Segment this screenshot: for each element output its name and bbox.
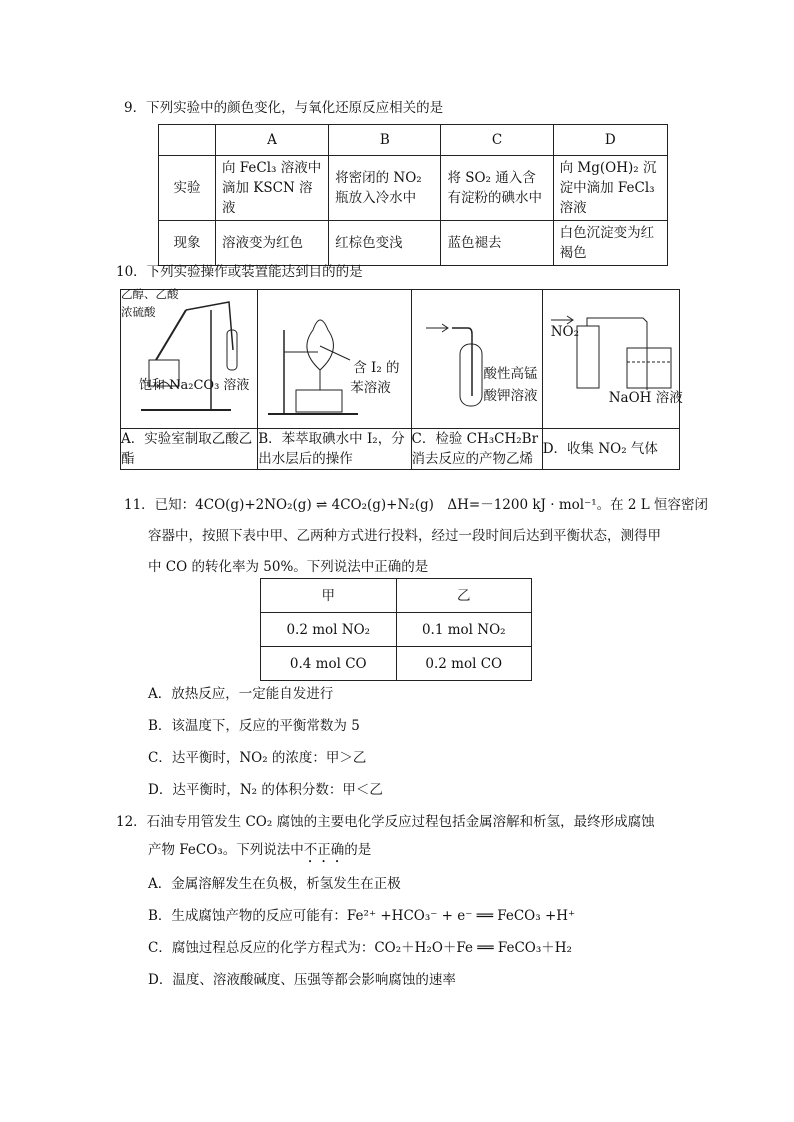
q9-col-b: B [329, 125, 441, 156]
q11-stem-1: 11．已知：4CO(g)+2NO₂(g) ⇌ 4CO₂(g)+N₂(g) ΔH=－1200 kJ · mol⁻¹。在 2 L 恒容密闭 [124, 497, 709, 513]
q11-option-d: D．达平衡时，N₂ 的体积分数：甲＜乙 [148, 782, 383, 798]
apparatus-b-drawing [258, 290, 410, 422]
caption-d: D．收集 NO₂ 气体 [542, 429, 679, 470]
q10-table [120, 287, 683, 470]
q12-stem-2-post: 的是 [344, 842, 372, 858]
q9-cell: 红棕色变浅 [329, 221, 441, 266]
label-no2: NO₂ [550, 324, 580, 340]
q9-cell: 向 FeCl₃ 溶液中滴加 KSCN 溶液 [215, 156, 328, 221]
q9-row-label: 现象 [159, 221, 216, 266]
label-conc-sulfuric: 浓硫酸 [121, 305, 156, 319]
q12-option-b: B．生成腐蚀产物的反应可能有：Fe²⁺ +HCO₃⁻ + e⁻ ══ FeCO₃ +H⁺ [148, 908, 576, 924]
q11-table [260, 578, 532, 681]
q11-cell: 0.2 mol CO [396, 647, 532, 681]
table-row [121, 429, 680, 470]
q10-stem: 10．下列实验操作或装置能达到目的的是 [116, 264, 363, 280]
q12-option-c: C．腐蚀过程总反应的化学方程式为：CO₂＋H₂O＋Fe ══ FeCO₃＋H₂ [148, 940, 572, 956]
q12-option-a: A．金属溶解发生在负极，析氢发生在正极 [148, 876, 401, 892]
q9-cell: 将 SO₂ 通入含有淀粉的碘水中 [441, 156, 553, 221]
q12-option-d: D．温度、溶液酸碱度、压强等都会影响腐蚀的速率 [148, 972, 456, 988]
caption-b: B．苯萃取碘水中 I₂，分出水层后的操作 [258, 429, 411, 470]
table-row [159, 156, 668, 221]
q9-col-c: C [441, 125, 553, 156]
q11-stem-2: 容器中，按照下表中甲、乙两种方式进行投料，经过一段时间后达到平衡状态，测得甲 [148, 528, 661, 544]
q11-head-jia: 甲 [261, 579, 397, 613]
q11-cell: 0.1 mol NO₂ [396, 613, 532, 647]
q9-cell: 蓝色褪去 [441, 221, 553, 266]
q12-stem-2-pre: 产物 FeCO₃。下列说法中 [148, 842, 304, 858]
label-i2-solution: 含 I₂ 的 [353, 360, 400, 376]
label-naoh: NaOH 溶液 [608, 390, 683, 406]
q9-stem: 9．下列实验中的颜色变化，与氧化还原反应相关的是 [124, 100, 444, 116]
q12-stem-2 [148, 838, 371, 866]
table-row [261, 647, 532, 681]
q9-col-d: D [553, 125, 667, 156]
q9-row-label: 实验 [159, 156, 216, 221]
label-benzene: 苯溶液 [350, 380, 391, 396]
q11-option-a: A．放热反应，一定能自发进行 [148, 686, 334, 702]
q11-cell: 0.2 mol NO₂ [261, 613, 397, 647]
label-kmno4: 酸性高锰 [483, 366, 538, 382]
label-na2co3: 饱和 Na₂CO₃ 溶液 [139, 378, 250, 393]
apparatus-c [411, 290, 542, 429]
q9-cell: 向 Mg(OH)₂ 沉淀中滴加 FeCl₃ 溶液 [553, 156, 667, 221]
table-row [159, 125, 668, 156]
apparatus-a [121, 287, 258, 429]
table-row [121, 290, 680, 429]
apparatus-b [258, 290, 411, 429]
q9-col-a: A [215, 125, 328, 156]
q11-option-c: C．达平衡时，NO₂ 的浓度：甲＞乙 [148, 750, 367, 766]
table-row [159, 221, 668, 266]
table-row [261, 579, 532, 613]
q12-emphasis: 不正确 [303, 842, 345, 858]
caption-a: A．实验室制取乙酸乙酯 [121, 429, 258, 470]
table-row [261, 613, 532, 647]
q9-cell: 溶液变为红色 [215, 221, 328, 266]
q9-col-blank [159, 125, 216, 156]
q11-cell: 0.4 mol CO [261, 647, 397, 681]
q11-stem-3: 中 CO 的转化率为 50%。下列说法中正确的是 [148, 559, 429, 575]
label-kmno4-2: 酸钾溶液 [483, 388, 538, 404]
q11-option-b: B．该温度下，反应的平衡常数为 5 [148, 718, 360, 734]
apparatus-d [542, 290, 683, 429]
label-ethanol-acetic: 乙醇、乙酸 [121, 287, 179, 301]
caption-c: C．检验 CH₃CH₂Br 消去反应的产物乙烯 [411, 429, 542, 470]
q11-head-yi: 乙 [396, 579, 532, 613]
q9-cell: 白色沉淀变为红褐色 [553, 221, 667, 266]
q9-cell: 将密闭的 NO₂ 瓶放入冷水中 [329, 156, 441, 221]
q12-stem-1: 12．石油专用管发生 CO₂ 腐蚀的主要电化学反应过程包括金属溶解和析氢，最终形成腐蚀 [116, 814, 655, 830]
q9-table [158, 124, 668, 266]
